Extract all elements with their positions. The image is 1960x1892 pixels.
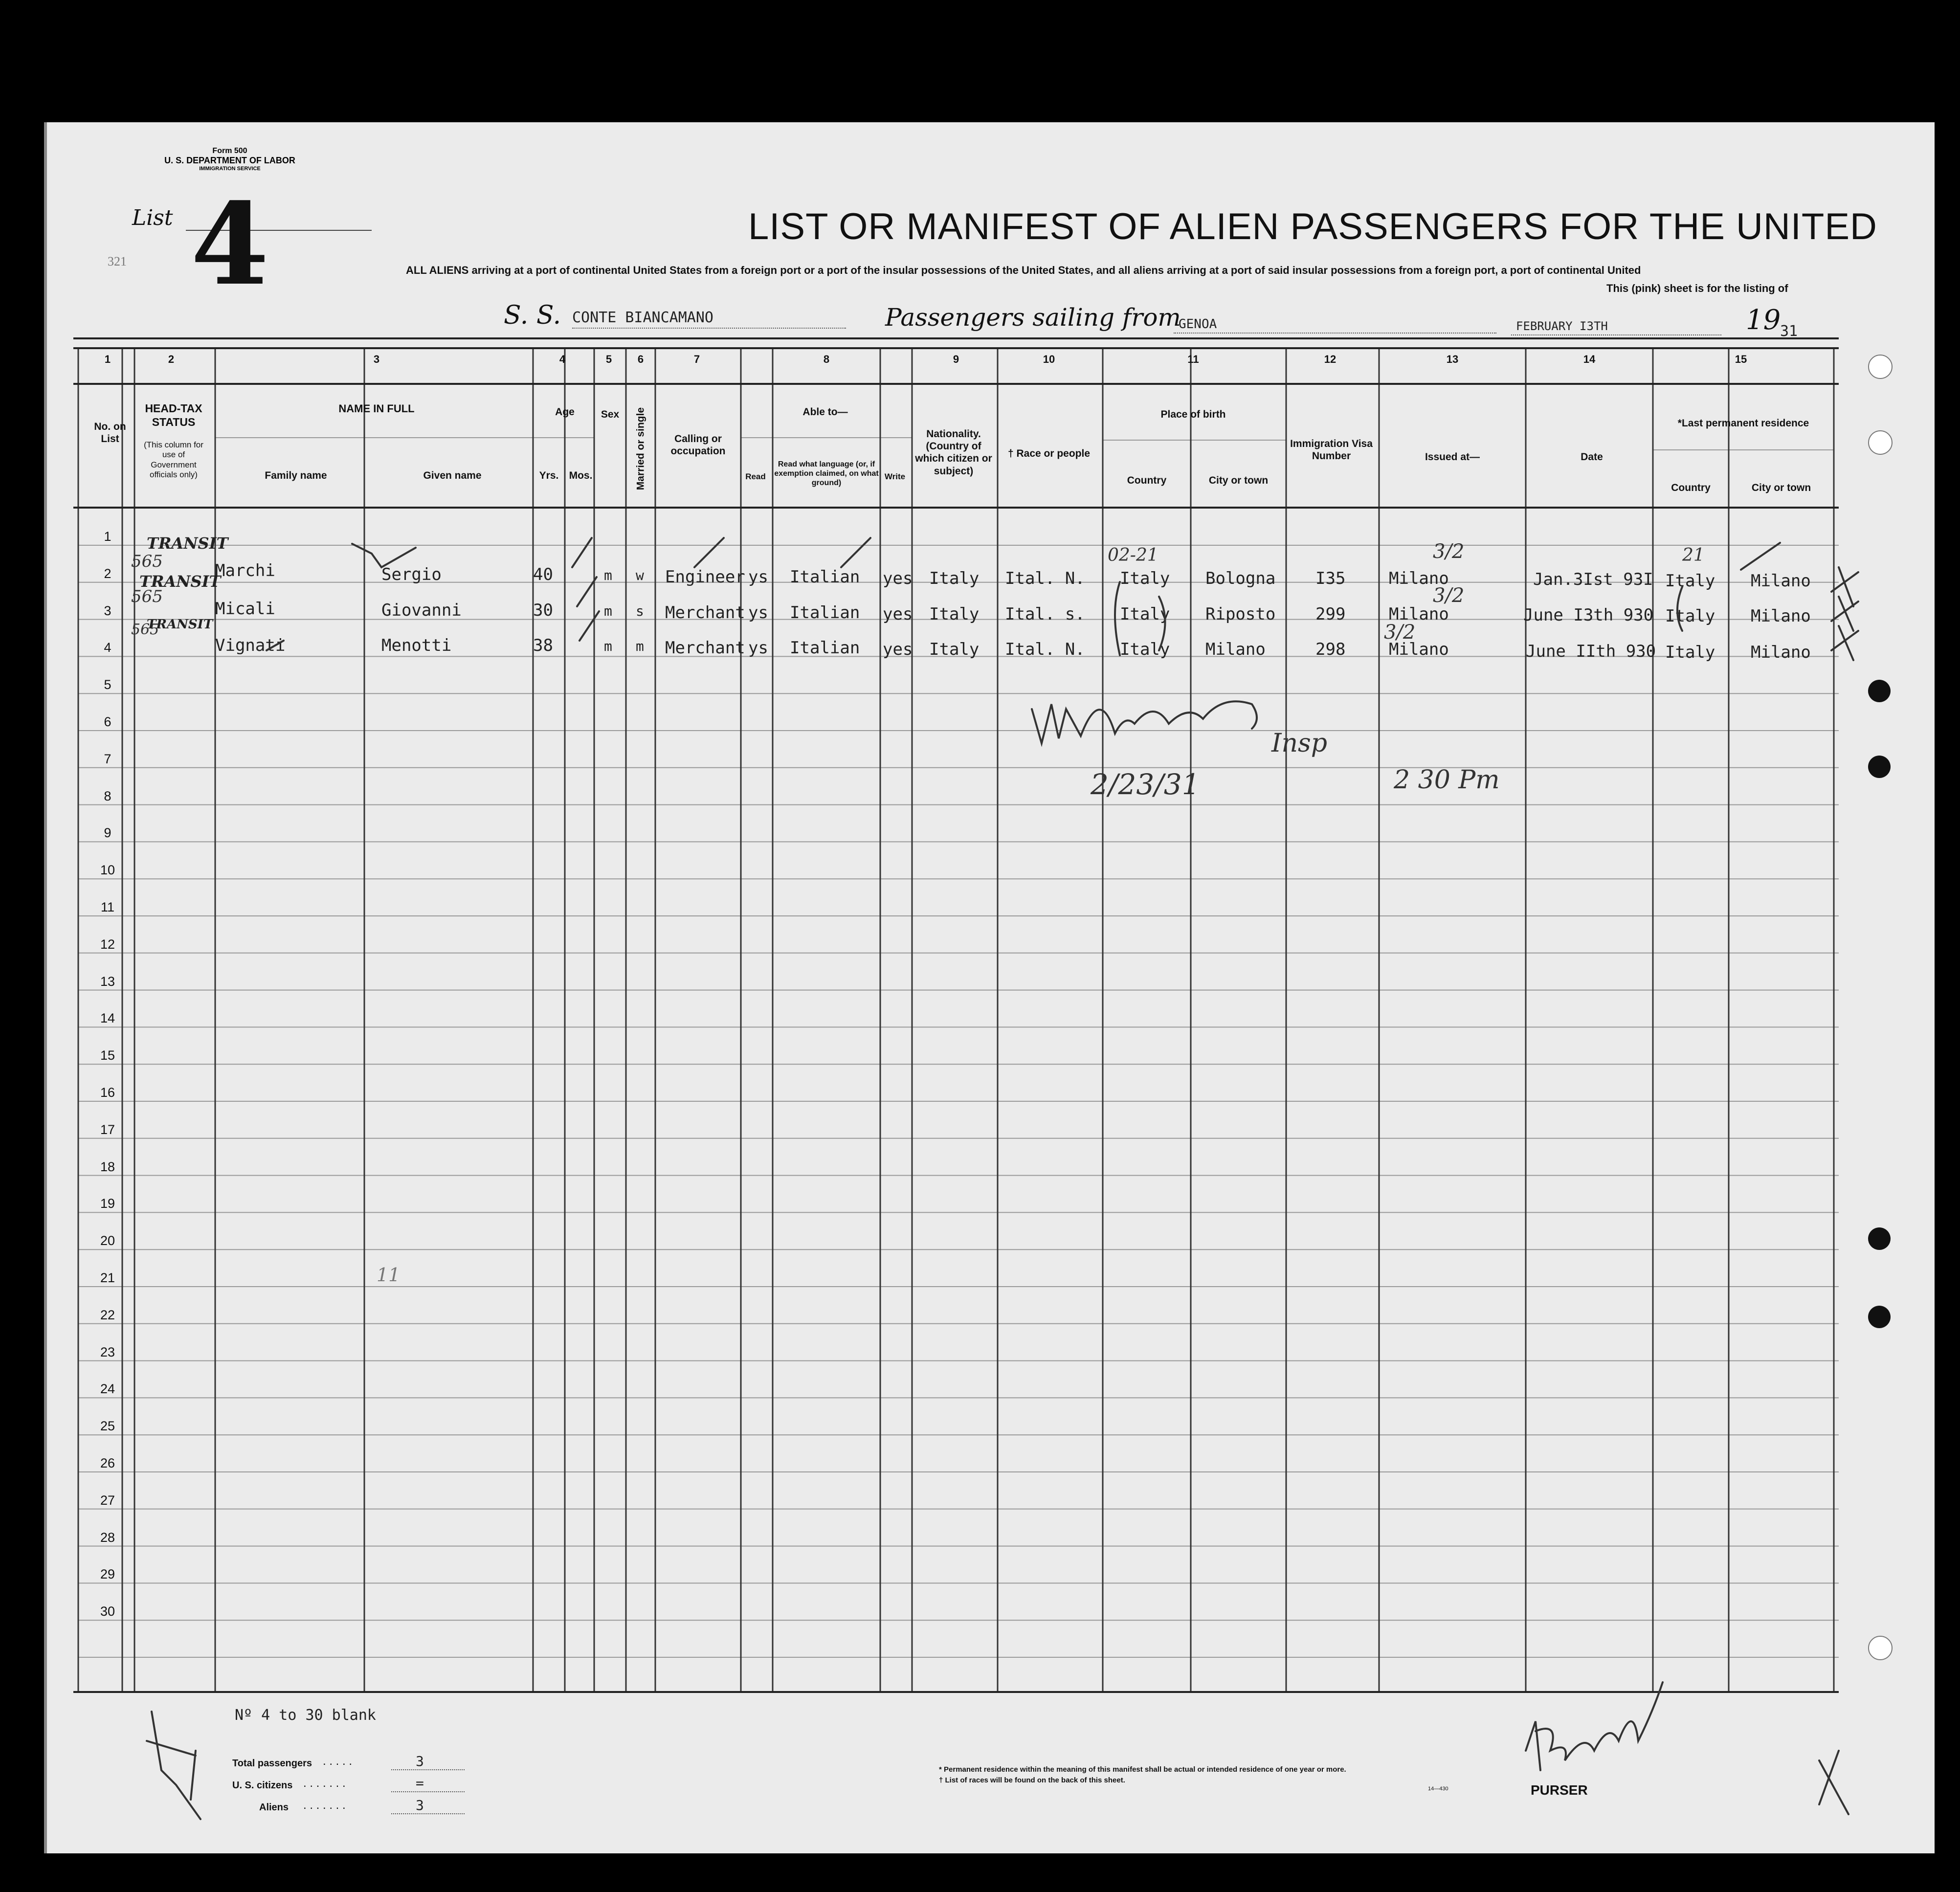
visa-date: June I3th 930 bbox=[1523, 605, 1654, 625]
column-number: 14 bbox=[1583, 353, 1596, 365]
country-note: 02-21 bbox=[1108, 545, 1158, 565]
age-years: 30 bbox=[533, 601, 553, 620]
tally-mark bbox=[147, 1712, 200, 1819]
occupation: Merchant bbox=[665, 638, 745, 658]
column-number: 5 bbox=[605, 353, 612, 365]
visa-annotation: 3/2 bbox=[1384, 621, 1416, 644]
family-name: Vignati bbox=[215, 636, 286, 655]
issued-at: Milano bbox=[1389, 569, 1449, 588]
birth-country: Italy bbox=[1120, 604, 1170, 624]
family-name: Marchi bbox=[215, 561, 275, 580]
birth-country: Italy bbox=[1120, 569, 1170, 588]
birth-country: Italy bbox=[1120, 640, 1170, 659]
visa-annotation: 3/2 bbox=[1433, 584, 1465, 607]
aliens-value: 3 bbox=[416, 1797, 424, 1813]
header-months: Mos. bbox=[569, 470, 593, 481]
total-passengers-value: 3 bbox=[416, 1753, 424, 1769]
residence-city: Milano bbox=[1751, 606, 1811, 626]
row-number: 7 bbox=[104, 751, 111, 766]
visa-number: I35 bbox=[1315, 569, 1346, 588]
column-number: 15 bbox=[1735, 353, 1747, 365]
nationality: Italy bbox=[929, 569, 980, 588]
residence-city: Milano bbox=[1751, 643, 1811, 662]
binder-hole bbox=[1868, 1636, 1893, 1660]
header-calling: Calling or occupation bbox=[670, 433, 726, 457]
column-number: 10 bbox=[1043, 353, 1055, 365]
occupation: Merchant bbox=[665, 603, 745, 623]
race: Ital. N. bbox=[1005, 640, 1085, 659]
row-number: 14 bbox=[100, 1011, 115, 1026]
marital-status: m bbox=[636, 638, 644, 654]
nationality: Italy bbox=[929, 604, 980, 624]
inspection-date: 2/23/31 bbox=[1091, 768, 1200, 801]
column-number: 6 bbox=[637, 353, 644, 365]
issued-at: Milano bbox=[1389, 640, 1449, 659]
row-number: 11 bbox=[100, 900, 115, 914]
given-name: Menotti bbox=[381, 636, 452, 655]
binder-hole bbox=[1868, 1306, 1891, 1328]
header-race: † Race or people bbox=[1007, 448, 1091, 459]
row-number: 22 bbox=[100, 1307, 115, 1322]
bracket-mark bbox=[1115, 582, 1120, 655]
visa-date: Jan.3Ist 93I bbox=[1533, 570, 1653, 589]
corner-mark: 321 bbox=[108, 254, 127, 268]
row-number: 3 bbox=[104, 603, 111, 618]
column-number: 13 bbox=[1446, 353, 1459, 365]
row-number: 30 bbox=[100, 1604, 115, 1619]
row-number: 16 bbox=[100, 1085, 115, 1100]
header-read-language: Read what language (or, if exemption claimed, on what ground) bbox=[774, 460, 879, 488]
sex: m bbox=[604, 567, 612, 583]
given-name: Sergio bbox=[381, 565, 442, 584]
total-passengers-label: Total passengers bbox=[232, 1758, 312, 1769]
inspector-signature bbox=[1032, 701, 1257, 743]
row-number: 25 bbox=[100, 1419, 115, 1434]
row-number: 2 bbox=[104, 566, 111, 581]
row-number: 18 bbox=[100, 1159, 115, 1174]
read-language: Italian bbox=[790, 567, 860, 587]
row-number: 15 bbox=[100, 1048, 115, 1063]
issued-at: Milano bbox=[1389, 604, 1449, 624]
check-mark bbox=[841, 538, 870, 567]
row-number: 5 bbox=[104, 677, 111, 692]
header-married: Married or single bbox=[635, 407, 646, 490]
bracket-mark bbox=[1677, 587, 1682, 631]
visa-annotation: 3/2 bbox=[1433, 540, 1465, 563]
head-tax-number: 565 bbox=[131, 587, 163, 606]
column-number: 7 bbox=[693, 353, 700, 365]
sex: m bbox=[604, 603, 612, 619]
birth-city: Milano bbox=[1205, 640, 1266, 659]
us-citizens-label: U. S. citizens bbox=[232, 1780, 293, 1791]
sailing-label: Passengers sailing from bbox=[885, 303, 1181, 332]
residence-country: Italy bbox=[1665, 606, 1715, 626]
header-sex: Sex bbox=[601, 409, 620, 420]
header-res-country: Country bbox=[1671, 482, 1711, 493]
binder-hole bbox=[1868, 430, 1893, 455]
row-number: 8 bbox=[104, 788, 111, 803]
row-number: 27 bbox=[100, 1492, 115, 1508]
column-number: 2 bbox=[168, 353, 175, 365]
head-tax-number: 565 bbox=[131, 621, 159, 638]
dot-leader: . . . . . . . bbox=[303, 1777, 346, 1790]
visa-date: June IIth 930 bbox=[1526, 642, 1656, 661]
row-number: 29 bbox=[100, 1567, 115, 1582]
head-tax-status: TRANSIT bbox=[147, 534, 228, 553]
check-mark bbox=[572, 538, 592, 567]
row-number: 21 bbox=[100, 1270, 115, 1285]
row-number: 4 bbox=[104, 640, 111, 655]
header-head-tax-note: (This column for use of Government officials only) bbox=[144, 440, 203, 480]
list-label: List bbox=[132, 205, 173, 230]
column-number: 3 bbox=[373, 353, 380, 365]
residence-city: Milano bbox=[1751, 571, 1811, 591]
footnote-residence: * Permanent residence within the meaning of this manifest shall be actual or intended residence of one year or more. bbox=[939, 1765, 1346, 1774]
year-prefix: 19 bbox=[1746, 304, 1781, 336]
occupation: Engineer bbox=[665, 567, 745, 587]
header-nationality: Nationality. (Country of which citizen or subject) bbox=[915, 428, 992, 477]
check-mark bbox=[577, 577, 597, 606]
age-years: 40 bbox=[533, 565, 553, 584]
family-name: Micali bbox=[215, 599, 275, 619]
dot-leader: . . . . . . . bbox=[303, 1799, 346, 1812]
manifest-title: LIST OR MANIFEST OF ALIEN PASSENGERS FOR THE UNITED bbox=[748, 206, 1877, 247]
residence-note: 21 bbox=[1682, 545, 1705, 565]
nationality: Italy bbox=[929, 640, 980, 659]
row-number: 17 bbox=[100, 1122, 115, 1137]
header-no-on-list: No. on List bbox=[94, 421, 126, 445]
column-number: 8 bbox=[823, 353, 830, 365]
department: U. S. DEPARTMENT OF LABOR bbox=[164, 156, 295, 166]
header-res-city: City or town bbox=[1751, 482, 1811, 493]
column-number: 4 bbox=[559, 353, 566, 365]
print-code: 14—430 bbox=[1428, 1786, 1448, 1792]
read-language: Italian bbox=[790, 638, 860, 658]
can-write: yes bbox=[883, 569, 913, 588]
bracket-mark bbox=[1159, 597, 1165, 650]
cross-mark bbox=[1819, 1751, 1849, 1814]
binder-hole bbox=[1868, 355, 1893, 379]
blank-rows-note: Nº 4 to 30 blank bbox=[235, 1707, 376, 1724]
header-given-name: Given name bbox=[423, 470, 482, 481]
port-of-departure: GENOA bbox=[1179, 317, 1217, 332]
can-read: ys bbox=[748, 567, 768, 587]
birth-city: Riposto bbox=[1205, 604, 1276, 624]
total-passengers-line bbox=[391, 1769, 465, 1770]
row-number: 19 bbox=[100, 1196, 115, 1211]
birth-city: Bologna bbox=[1205, 569, 1276, 588]
form-number: Form 500 bbox=[212, 147, 247, 155]
can-read: ys bbox=[748, 603, 768, 623]
row-number: 23 bbox=[100, 1344, 115, 1359]
dot-leader: . . . . . bbox=[323, 1755, 353, 1768]
header-read: Read bbox=[745, 472, 766, 481]
marital-status: s bbox=[636, 603, 644, 619]
check-mark bbox=[694, 538, 724, 567]
column-number: 1 bbox=[104, 353, 111, 365]
row-number: 13 bbox=[100, 974, 115, 989]
header-family-name: Family name bbox=[265, 470, 327, 481]
row-number: 10 bbox=[100, 863, 115, 878]
cross-mark bbox=[1831, 567, 1858, 606]
residence-country: Italy bbox=[1665, 643, 1715, 662]
column-number: 12 bbox=[1324, 353, 1336, 365]
column-number: 9 bbox=[953, 353, 959, 365]
race: Ital. N. bbox=[1005, 569, 1085, 588]
check-mark bbox=[1741, 543, 1780, 570]
service: IMMIGRATION SERVICE bbox=[199, 166, 261, 172]
footnote-races: † List of races will be found on the back of this sheet. bbox=[939, 1776, 1125, 1784]
year-suffix: 31 bbox=[1780, 323, 1798, 340]
purser-label: PURSER bbox=[1531, 1782, 1588, 1798]
read-language: Italian bbox=[790, 603, 860, 623]
ss-label: S. S. bbox=[504, 301, 561, 330]
us-citizens-value: = bbox=[416, 1775, 424, 1791]
header-age: Age bbox=[555, 406, 575, 418]
stray-mark: 11 bbox=[377, 1264, 401, 1286]
head-tax-number: 565 bbox=[131, 552, 163, 571]
sex: m bbox=[604, 638, 612, 654]
inspector-title: Insp bbox=[1271, 729, 1328, 758]
visa-number: 299 bbox=[1315, 604, 1346, 624]
header-years: Yrs. bbox=[539, 470, 559, 481]
manifest-subtitle-2: This (pink) sheet is for the listing of bbox=[1606, 282, 1788, 294]
row-number: 24 bbox=[100, 1381, 115, 1397]
head-tax-status: TRANSIT bbox=[139, 572, 221, 591]
given-name: Giovanni bbox=[381, 601, 462, 620]
column-number: 11 bbox=[1187, 353, 1199, 365]
marital-status: w bbox=[636, 567, 644, 583]
check-mark bbox=[267, 641, 284, 650]
header-date: Date bbox=[1581, 451, 1603, 463]
head-tax-status: TRANSIT bbox=[147, 617, 213, 632]
row-number: 28 bbox=[100, 1530, 115, 1545]
header-last-residence: *Last permanent residence bbox=[1677, 418, 1809, 429]
check-mark bbox=[579, 611, 599, 641]
cross-mark bbox=[1831, 597, 1858, 631]
can-read: ys bbox=[748, 638, 768, 658]
inspection-time: 2 30 Pm bbox=[1394, 765, 1500, 795]
header-issued-at: Issued at— bbox=[1425, 451, 1480, 463]
us-citizens-line bbox=[391, 1791, 465, 1792]
binder-hole bbox=[1868, 1227, 1891, 1250]
header-birth-country: Country bbox=[1127, 475, 1167, 486]
row-number: 9 bbox=[104, 825, 111, 841]
header-name-in-full: NAME IN FULL bbox=[338, 402, 415, 415]
header-birth-city: City or town bbox=[1208, 475, 1269, 486]
ship-name: CONTE BIANCAMANO bbox=[572, 309, 713, 326]
binder-hole bbox=[1868, 756, 1891, 778]
manifest-subtitle-1: ALL ALIENS arriving at a port of continental United States from a foreign port or a port of the insular possessions of the United States, and all aliens arriving at a port of said insular possessions from a foreign port, a port of continental United bbox=[406, 264, 1641, 276]
visa-number: 298 bbox=[1315, 640, 1346, 659]
aliens-line bbox=[391, 1813, 465, 1814]
can-write: yes bbox=[883, 604, 913, 624]
row-number: 20 bbox=[100, 1233, 115, 1248]
can-write: yes bbox=[883, 640, 913, 659]
header-able-to: Able to— bbox=[802, 406, 848, 418]
race: Ital. s. bbox=[1005, 604, 1085, 624]
row-number: 1 bbox=[104, 529, 111, 544]
header-place-of-birth: Place of birth bbox=[1160, 409, 1226, 420]
header-write: Write bbox=[884, 472, 906, 481]
age-years: 38 bbox=[533, 636, 553, 655]
row-number: 12 bbox=[100, 936, 115, 952]
header-visa-number: Immigration Visa Number bbox=[1290, 438, 1373, 462]
aliens-label: Aliens bbox=[259, 1802, 289, 1813]
residence-country: Italy bbox=[1665, 571, 1715, 591]
purser-signature bbox=[1526, 1682, 1663, 1770]
check-mark bbox=[352, 544, 416, 567]
binder-hole bbox=[1868, 680, 1891, 702]
row-number: 26 bbox=[100, 1456, 115, 1470]
sailing-date: FEBRUARY I3TH bbox=[1516, 319, 1608, 333]
header-head-tax: HEAD-TAX STATUS bbox=[145, 402, 202, 428]
list-number: 4 bbox=[191, 178, 269, 311]
row-number: 6 bbox=[104, 714, 111, 729]
